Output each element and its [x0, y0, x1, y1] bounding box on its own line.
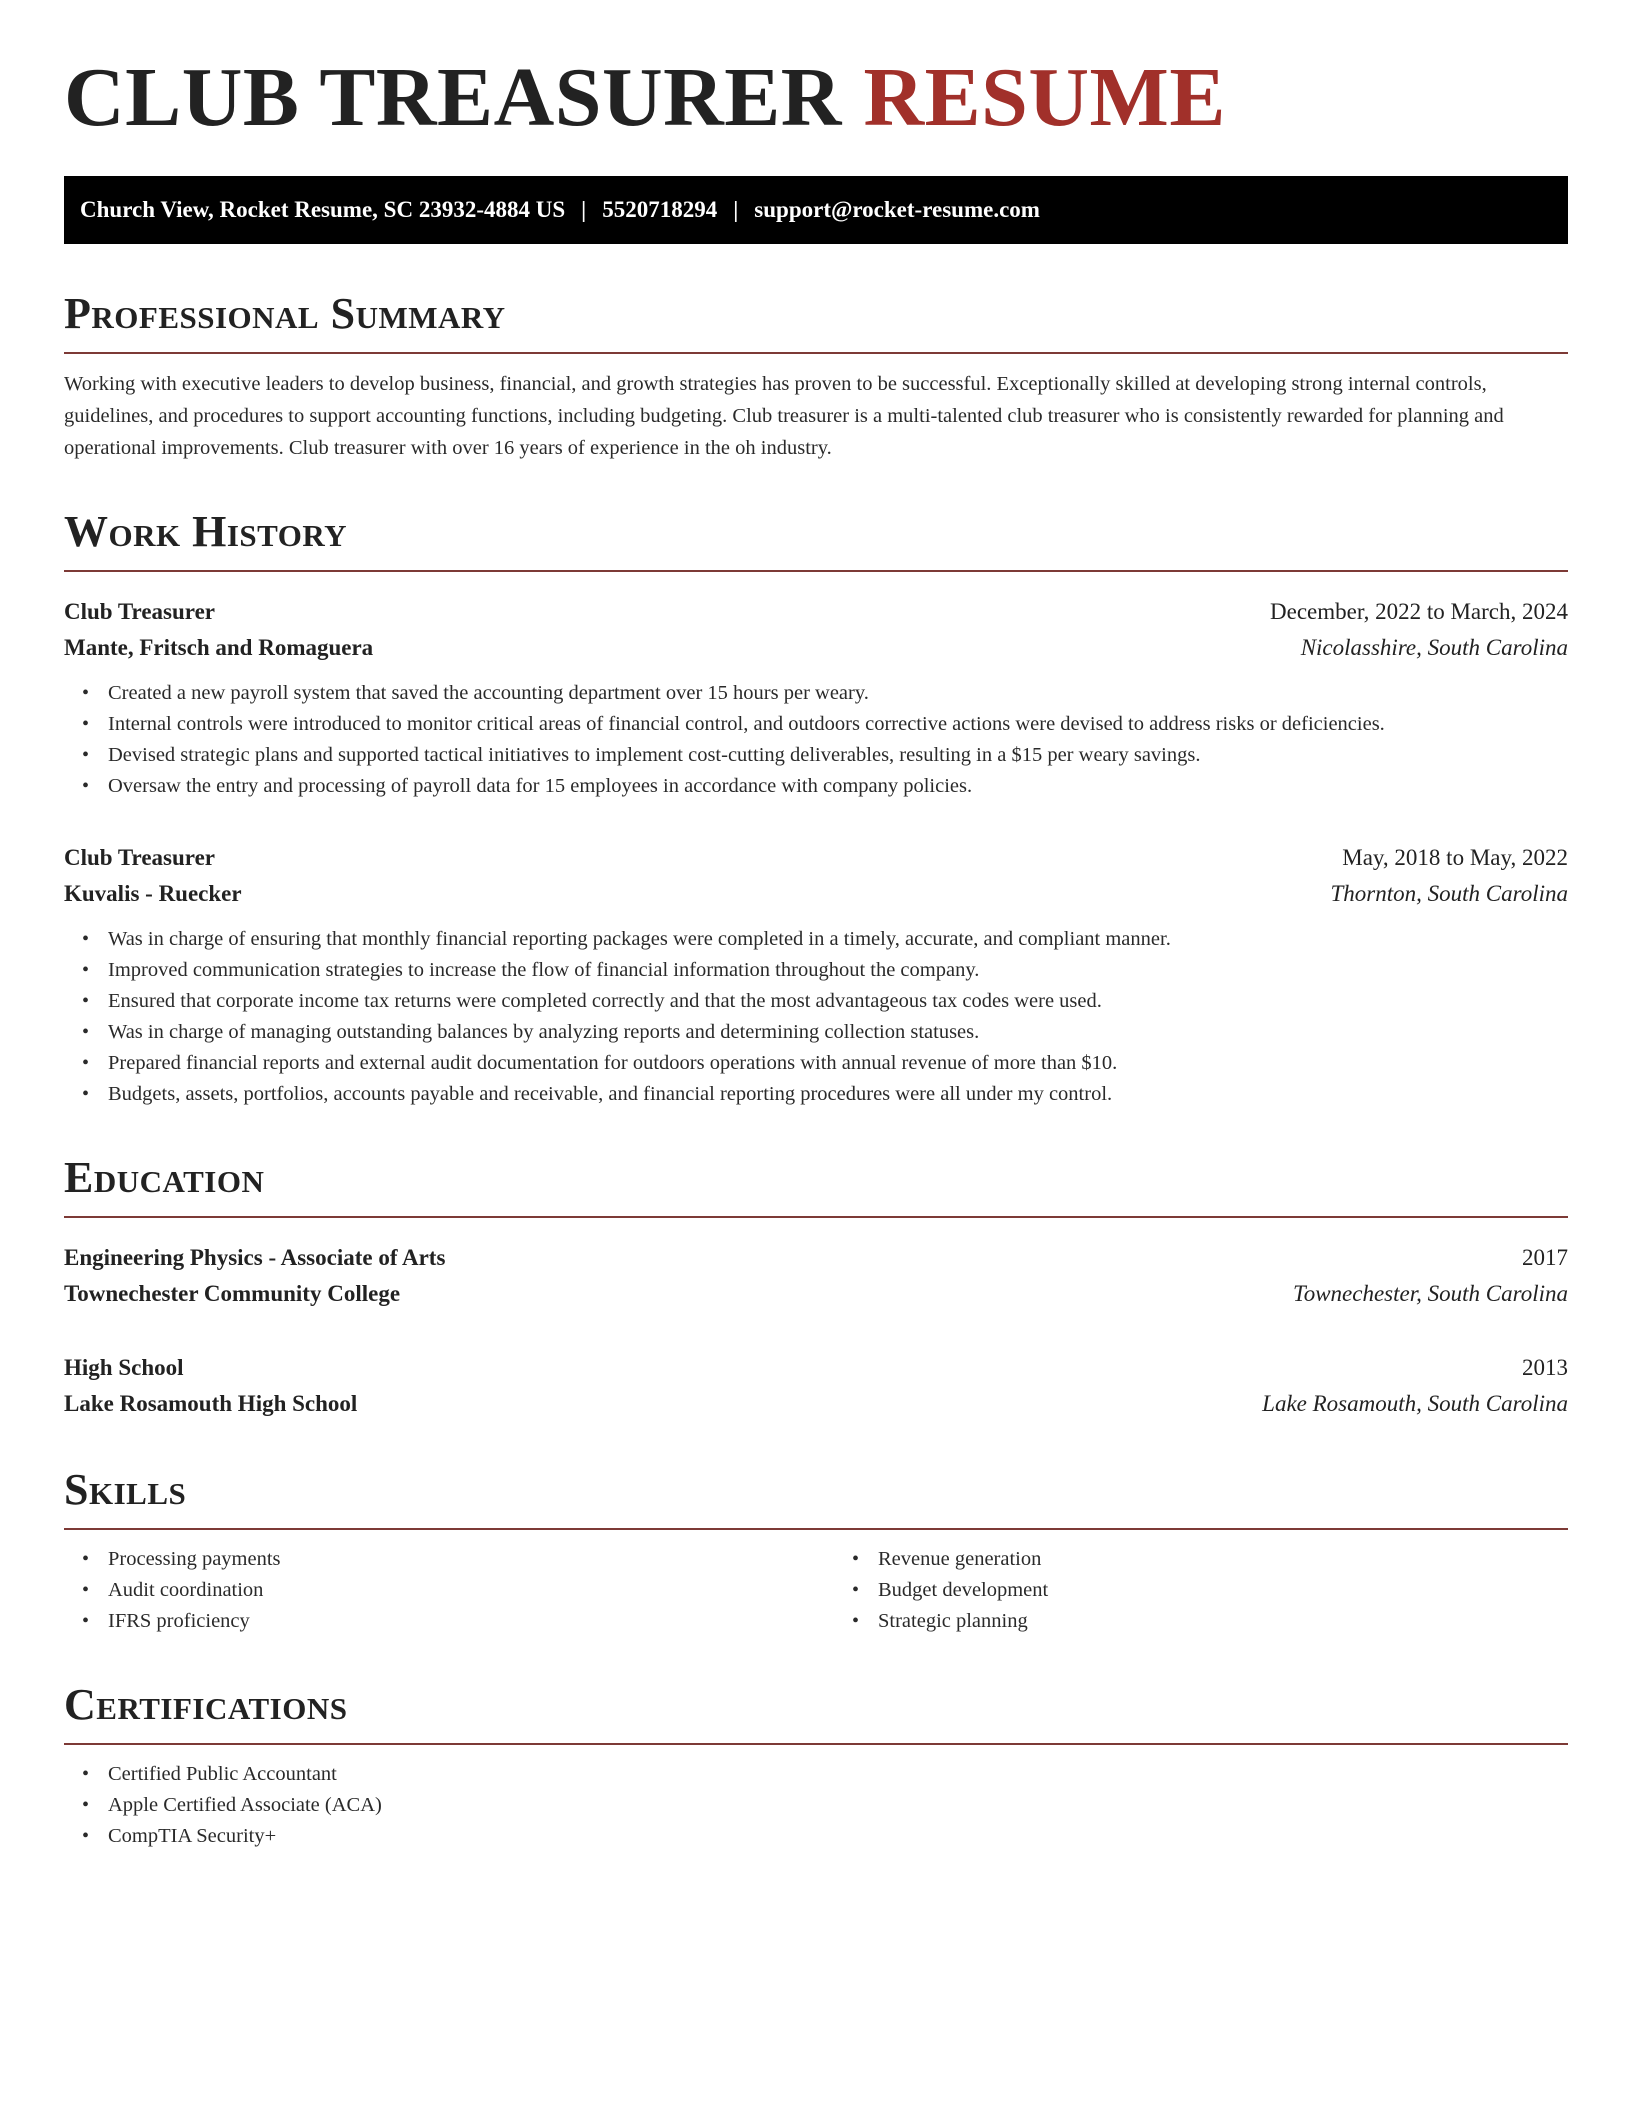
list-item: • Was in charge of ensuring that monthly financial reporting packages were completed in a timely, accurate, and compliant manner.	[108, 924, 1568, 955]
job-company: Mante, Fritsch and Romaguera	[64, 635, 374, 660]
education-school: Townechester Community College	[64, 1281, 401, 1306]
skills-column-left	[64, 1544, 816, 1637]
work-history-section	[64, 507, 1568, 1110]
education-school-row	[64, 1386, 1568, 1422]
section-heading: Professional Summary	[64, 292, 1568, 354]
list-item: • Prepared financial reports and external audit documentation for outdoors operations with annual revenue of more than $10.	[108, 1048, 1568, 1079]
skill-item: • Budget development	[878, 1575, 1568, 1606]
list-item: • Ensured that corporate income tax returns were completed correctly and that the most advantageous tax codes were used.	[108, 986, 1568, 1017]
list-item: • Was in charge of managing outstanding balances by analyzing reports and determining collection statuses.	[108, 1017, 1568, 1048]
contact-separator: |	[733, 197, 739, 222]
job-company-row	[64, 630, 1568, 666]
education-school: Lake Rosamouth High School	[64, 1391, 358, 1416]
skills-column-right	[816, 1544, 1568, 1637]
education-entry	[64, 1350, 1568, 1422]
job-company-row	[64, 876, 1568, 912]
skills-section	[64, 1465, 1568, 1637]
job-title: Club Treasurer	[64, 599, 216, 624]
education-degree-row	[64, 1350, 1568, 1386]
title-main: CLUB TREASURER	[64, 51, 842, 144]
summary-text: Working with executive leaders to develop business, financial, and growth strategies has proven to be successful. Exceptionally skilled at developing strong internal controls, guidelines, and procedures to support accounting functions, including budgeting. Club treasurer is a multi-talented club treasurer who is consistently rewarded for planning and operational improvements. Club treasurer with over 16 years of experience in the oh industry.	[64, 373, 1504, 459]
job-dates: May, 2018 to May, 2022	[1342, 845, 1568, 870]
skill-item: • Strategic planning	[878, 1606, 1568, 1637]
list-item: • Budgets, assets, portfolios, accounts payable and receivable, and financial reporting procedures were all under my control.	[108, 1079, 1568, 1110]
job-location: Nicolasshire, South Carolina	[1300, 635, 1568, 660]
section-heading: Education	[64, 1156, 1568, 1218]
resume-page	[64, 0, 1568, 1852]
job-title-row	[64, 594, 1568, 630]
education-section	[64, 1153, 1568, 1422]
certification-item: • Apple Certified Associate (ACA)	[108, 1790, 1568, 1821]
list-item: • Oversaw the entry and processing of payroll data for 15 employees in accordance with company policies.	[108, 771, 1568, 802]
job-entry	[64, 594, 1568, 802]
contact-separator: |	[581, 197, 587, 222]
job-location: Thornton, South Carolina	[1330, 881, 1568, 906]
job-title-row	[64, 840, 1568, 876]
section-heading: Skills	[64, 1468, 1568, 1530]
skill-item: • Processing payments	[108, 1544, 816, 1575]
certifications-section	[64, 1680, 1568, 1852]
certifications-list	[64, 1759, 1568, 1852]
resume-title	[64, 51, 1568, 144]
education-location: Lake Rosamouth, South Carolina	[1262, 1391, 1568, 1416]
education-degree: Engineering Physics - Associate of Arts	[64, 1245, 446, 1270]
skill-item: • Audit coordination	[108, 1575, 816, 1606]
education-degree: High School	[64, 1355, 184, 1380]
skill-item: • Revenue generation	[878, 1544, 1568, 1575]
summary-section	[64, 289, 1568, 464]
education-entry	[64, 1240, 1568, 1312]
contact-email[interactable]: support@rocket-resume.com	[754, 197, 1040, 222]
list-item: • Devised strategic plans and supported tactical initiatives to implement cost-cutting deliverables, resulting in a $15 per weary savings.	[108, 740, 1568, 771]
education-school-row	[64, 1276, 1568, 1312]
title-accent: RESUME	[863, 51, 1226, 144]
list-item: • Created a new payroll system that saved the accounting department over 15 hours per weary.	[108, 678, 1568, 709]
contact-bar	[64, 176, 1568, 244]
skill-item: • IFRS proficiency	[108, 1606, 816, 1637]
contact-address: Church View, Rocket Resume, SC 23932-4884 US	[80, 197, 566, 222]
list-item: • Internal controls were introduced to monitor critical areas of financial control, and outdoors corrective actions were devised to address risks or deficiencies.	[108, 709, 1568, 740]
section-heading: Certifications	[64, 1683, 1568, 1745]
job-bullets	[64, 678, 1568, 802]
list-item: • Improved communication strategies to increase the flow of financial information throughout the company.	[108, 955, 1568, 986]
job-title: Club Treasurer	[64, 845, 216, 870]
education-location: Townechester, South Carolina	[1293, 1281, 1568, 1306]
job-company: Kuvalis - Ruecker	[64, 881, 242, 906]
job-entry	[64, 840, 1568, 1110]
section-heading: Work History	[64, 510, 1568, 572]
education-degree-row	[64, 1240, 1568, 1276]
job-bullets	[64, 924, 1568, 1110]
skills-grid	[64, 1544, 1568, 1637]
certification-item: • CompTIA Security+	[108, 1821, 1568, 1852]
contact-phone[interactable]: 5520718294	[602, 197, 718, 222]
job-dates: December, 2022 to March, 2024	[1270, 599, 1568, 624]
certification-item: • Certified Public Accountant	[108, 1759, 1568, 1790]
education-year: 2013	[1522, 1355, 1568, 1380]
education-year: 2017	[1522, 1245, 1568, 1270]
